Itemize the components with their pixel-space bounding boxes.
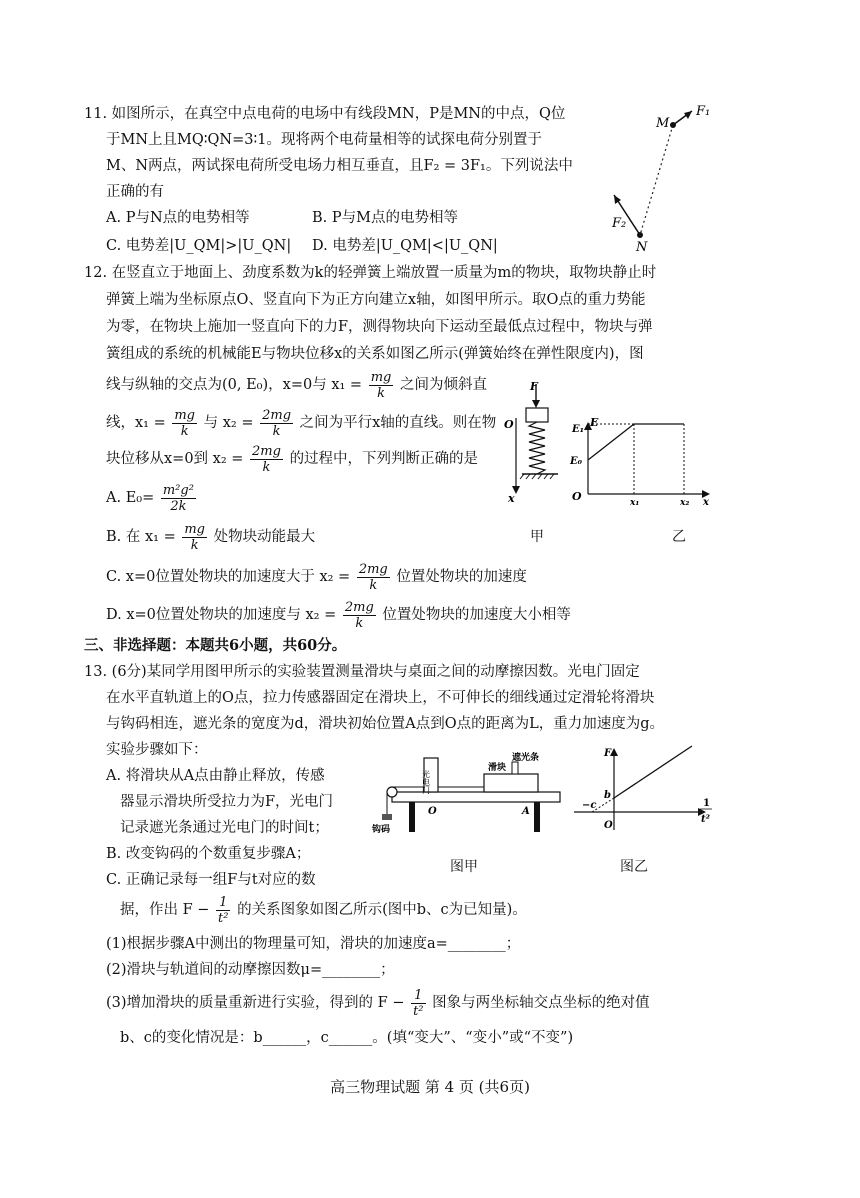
- q12-option-b-b: 处物块动能最大: [213, 529, 316, 545]
- q12-option-d-b: 位置处物块的加速度大小相等: [382, 607, 571, 623]
- q11-option-c: C. 电势差|U_QM|>|U_QN|: [106, 238, 292, 254]
- q11-option-a: A. P与N点的电势相等: [106, 210, 250, 226]
- q12-line-6b: 与 x₂ =: [203, 415, 254, 431]
- frac-num: mg: [184, 521, 205, 537]
- q12-label-o: O: [504, 418, 514, 431]
- q12-label-f: F: [530, 380, 538, 393]
- q13-step-a-1: A. 将滑块从A点由静止释放，传感: [106, 768, 325, 784]
- q13-caption-jia: 图甲: [450, 859, 478, 875]
- q11-line-2: 于MN上且MQ∶QN=3∶1。现将两个电荷量相等的试探电荷分别置于: [106, 132, 542, 148]
- q13-sub-2: (2)滑块与轨道间的动摩擦因数μ=________；: [106, 962, 395, 978]
- q13-frac-1-t2: [216, 895, 230, 926]
- q12-line-3: 为零，在物块上施加一竖直向下的力F，测得物块向下运动至最低点过程中，物块与弹: [106, 319, 653, 335]
- q13-graph-label-b: b: [604, 790, 611, 801]
- q13-shading-strip: [512, 762, 518, 774]
- q13-graph-label-o: O: [604, 820, 613, 831]
- q11-f2-arrowhead: [614, 195, 621, 204]
- q12-frac-od: [343, 600, 376, 631]
- q13-step-b: B. 改变钩码的个数重复步骤A；: [106, 846, 311, 862]
- q13-figure-yi: [570, 742, 720, 838]
- q11-figure: [600, 95, 730, 255]
- q12-graph-label-x1: x₁: [630, 498, 640, 506]
- q12-figure-yi: [566, 420, 716, 506]
- q12-line-5a: 线与纵轴的交点为(0, E₀)，x=0与 x₁ =: [106, 377, 363, 393]
- q13-slider-block: [484, 774, 538, 792]
- q12-line-2: 弹簧上端为坐标原点O、竖直向下为正方向建立x轴，如图甲所示。取O点的重力势能: [106, 292, 646, 308]
- q11-line-3: M、N两点，两试探电荷所受电场力相互垂直，且F₂ = 3F₁。下列说法中: [106, 158, 573, 174]
- frac-den: k: [357, 577, 390, 593]
- q12-option-c-b: 位置处物块的加速度: [396, 569, 527, 585]
- q12-line-6a: 线，x₁ =: [106, 415, 166, 431]
- q12-graph-label-o: O: [572, 490, 582, 503]
- q12-option-a: [106, 480, 198, 516]
- q12-graph-label-e1: E₁: [572, 424, 585, 435]
- q13-line-4: 实验步骤如下：: [106, 742, 208, 758]
- q13-pulley: [387, 787, 397, 797]
- q13-label-o: O: [428, 806, 437, 817]
- q12-graph-label-x: x: [703, 497, 709, 506]
- q12-frac-x1: [369, 370, 394, 401]
- q13-label-a: A: [522, 806, 530, 817]
- q12-graph-label-e0: E₀: [570, 456, 583, 467]
- frac-den: t²: [218, 910, 229, 926]
- q12-caption-yi: 乙: [672, 529, 686, 545]
- q12-line-7: [106, 442, 478, 476]
- q12-graph-label-x2: x₂: [680, 498, 690, 506]
- q12-line-1: 12. 在竖直立于地面上、劲度系数为k的轻弹簧上端放置一质量为m的物块，取物块静止时: [84, 265, 657, 281]
- q11-label-m: M: [656, 116, 670, 131]
- q13-data-line: [120, 893, 527, 927]
- q13-figure-jia: [372, 752, 562, 838]
- q12-option-d-a: D. x=0位置处物块的加速度与 x₂ =: [106, 607, 337, 623]
- q12-frac-x2b: [250, 444, 283, 475]
- q12-option-c-a: C. x=0位置处物块的加速度大于 x₂ =: [106, 569, 351, 585]
- q12-frac-oc: [357, 562, 390, 593]
- frac-den: k: [260, 423, 293, 439]
- q13-caption-yi: 图乙: [620, 859, 648, 875]
- frac-den: k: [250, 459, 283, 475]
- q13-label-strip: 遮光条: [512, 753, 540, 763]
- q12-line-7b: 的过程中，下列判断正确的是: [289, 451, 479, 467]
- q11-f1-arrowhead: [684, 111, 692, 119]
- q12-frac-ob: [182, 522, 207, 553]
- frac-den: k: [182, 537, 207, 553]
- frac-den: 2k: [161, 498, 196, 514]
- q12-graph-label-e: E: [590, 416, 599, 428]
- q13-label-slider: 滑块: [488, 763, 507, 773]
- q13-step-a-3: 记录遮光条通过光电门的时间t；: [120, 820, 329, 836]
- q13-label-photogate: 光电门: [421, 770, 431, 794]
- frac-num: 2mg: [262, 407, 292, 423]
- q13-step-a-2: 器显示滑块所受拉力为F，光电门: [120, 794, 334, 810]
- frac-num: mg: [370, 369, 392, 385]
- q12-frac-x1b: [172, 408, 197, 439]
- q13-graph-label-neg-c: −c: [582, 800, 597, 811]
- q12-frac-e0: [161, 483, 196, 514]
- q12-line-5b: 之间为倾斜直: [399, 377, 487, 393]
- frac-num: 2mg: [252, 443, 281, 459]
- q13-sub-1: (1)根据步骤A中测出的物理量可知，滑块的加速度a=________；: [106, 936, 521, 952]
- q12-label-x: x: [508, 492, 515, 505]
- q13-sub-3: [106, 986, 650, 1020]
- page-footer: 高三物理试题 第 4 页 (共6页): [330, 1078, 530, 1096]
- q12-option-b: [106, 520, 315, 554]
- q12-line-6c: 之间为平行x轴的直线。则在物: [299, 415, 497, 431]
- q12-force-arrowhead: [532, 400, 540, 408]
- q11-line-4: 正确的有: [106, 184, 164, 200]
- frac-num: 2mg: [358, 561, 388, 577]
- q13-step-c: C. 正确记录每一组F与t对应的数: [106, 872, 316, 888]
- q12-line-4: 簧组成的系统的机械能E与物块位移x的关系如图乙所示(弹簧始终在弹性限度内)，图: [106, 346, 644, 362]
- q13-weight-hook: [382, 814, 392, 820]
- q12-line-7a: 块位移从x=0到 x₂ =: [106, 451, 244, 467]
- q11-option-b: B. P与M点的电势相等: [312, 210, 458, 226]
- q12-option-c: [106, 560, 527, 594]
- q13-graph-y-arrowhead: [610, 748, 618, 756]
- q12-option-a-prefix: A. E₀=: [106, 490, 155, 506]
- q13-data-line-a: 据，作出 F −: [120, 902, 210, 918]
- frac-num: mg: [174, 407, 196, 423]
- q13-sub-3-line-2: b、c的变化情况是：b______，c______。(填“变大”、“变小”或“不变”): [120, 1030, 574, 1046]
- q12-frac-x2: [260, 408, 293, 439]
- q11-option-d: D. 电势差|U_QM|<|U_QN|: [312, 238, 498, 254]
- q11-label-n: N: [636, 240, 648, 255]
- frac-den: k: [172, 423, 197, 439]
- q11-label-f2: F₂: [612, 216, 627, 231]
- q11-label-f1: F₁: [696, 104, 711, 119]
- q13-label-weights: 钩码: [372, 825, 391, 835]
- q12-line-5: [106, 368, 487, 402]
- q11-segment-mn: [640, 125, 673, 235]
- q12-line-6: [106, 406, 496, 440]
- frac-num: 2mg: [344, 599, 374, 615]
- frac-den: t²: [413, 1003, 424, 1019]
- q13-data-line-b: 的关系图象如图乙所示(图中b、c为已知量)。: [237, 902, 527, 918]
- q12-graph-e-label: [588, 414, 602, 428]
- q13-graph-label-1: 1: [703, 798, 710, 809]
- q13-sub-3-a: (3)增加滑块的质量重新进行实验，得到的 F −: [106, 995, 405, 1011]
- q13-line-2: 在水平直轨道上的O点，拉力传感器固定在滑块上，不可伸长的细线通过定滑轮将滑块: [106, 690, 655, 706]
- frac-den: k: [343, 615, 376, 631]
- q13-graph-line: [614, 746, 692, 798]
- q12-option-d: [106, 598, 571, 632]
- q13-line-1: 13. (6分)某同学用图甲所示的实验装置测量滑块与桌面之间的动摩擦因数。光电门固定: [84, 664, 640, 680]
- q12-graph-slope-line: [588, 424, 634, 460]
- q11-line-1: 11. 如图所示，在真空中点电荷的电场中有线段MN，P是MN的中点，Q位: [84, 106, 566, 122]
- frac-num: m²g²: [162, 482, 194, 498]
- frac-num: 1: [414, 987, 423, 1003]
- frac-den: k: [369, 385, 394, 401]
- frac-num: 1: [219, 894, 228, 910]
- q13-graph-label-f: F: [604, 748, 612, 759]
- section-3-heading: 三、非选择题：本题共6小题，共60分。: [84, 637, 347, 654]
- q13-frac-sub3: [411, 988, 425, 1019]
- q13-sub-3-b: 图象与两坐标轴交点坐标的绝对值: [432, 995, 650, 1011]
- q12-block: [526, 408, 548, 422]
- q13-line-3: 与钩码相连，遮光条的宽度为d，滑块初始位置A点到O点的距离为L，重力加速度为g。: [106, 716, 665, 732]
- q12-spring: [529, 422, 545, 474]
- q12-caption-jia: 甲: [530, 529, 544, 545]
- q13-track: [392, 792, 560, 802]
- q12-option-b-a: B. 在 x₁ =: [106, 529, 176, 545]
- q12-figure-jia: [500, 378, 570, 506]
- q12-ground-hatch: [520, 474, 554, 479]
- q13-graph-label-t2: t²: [701, 814, 710, 825]
